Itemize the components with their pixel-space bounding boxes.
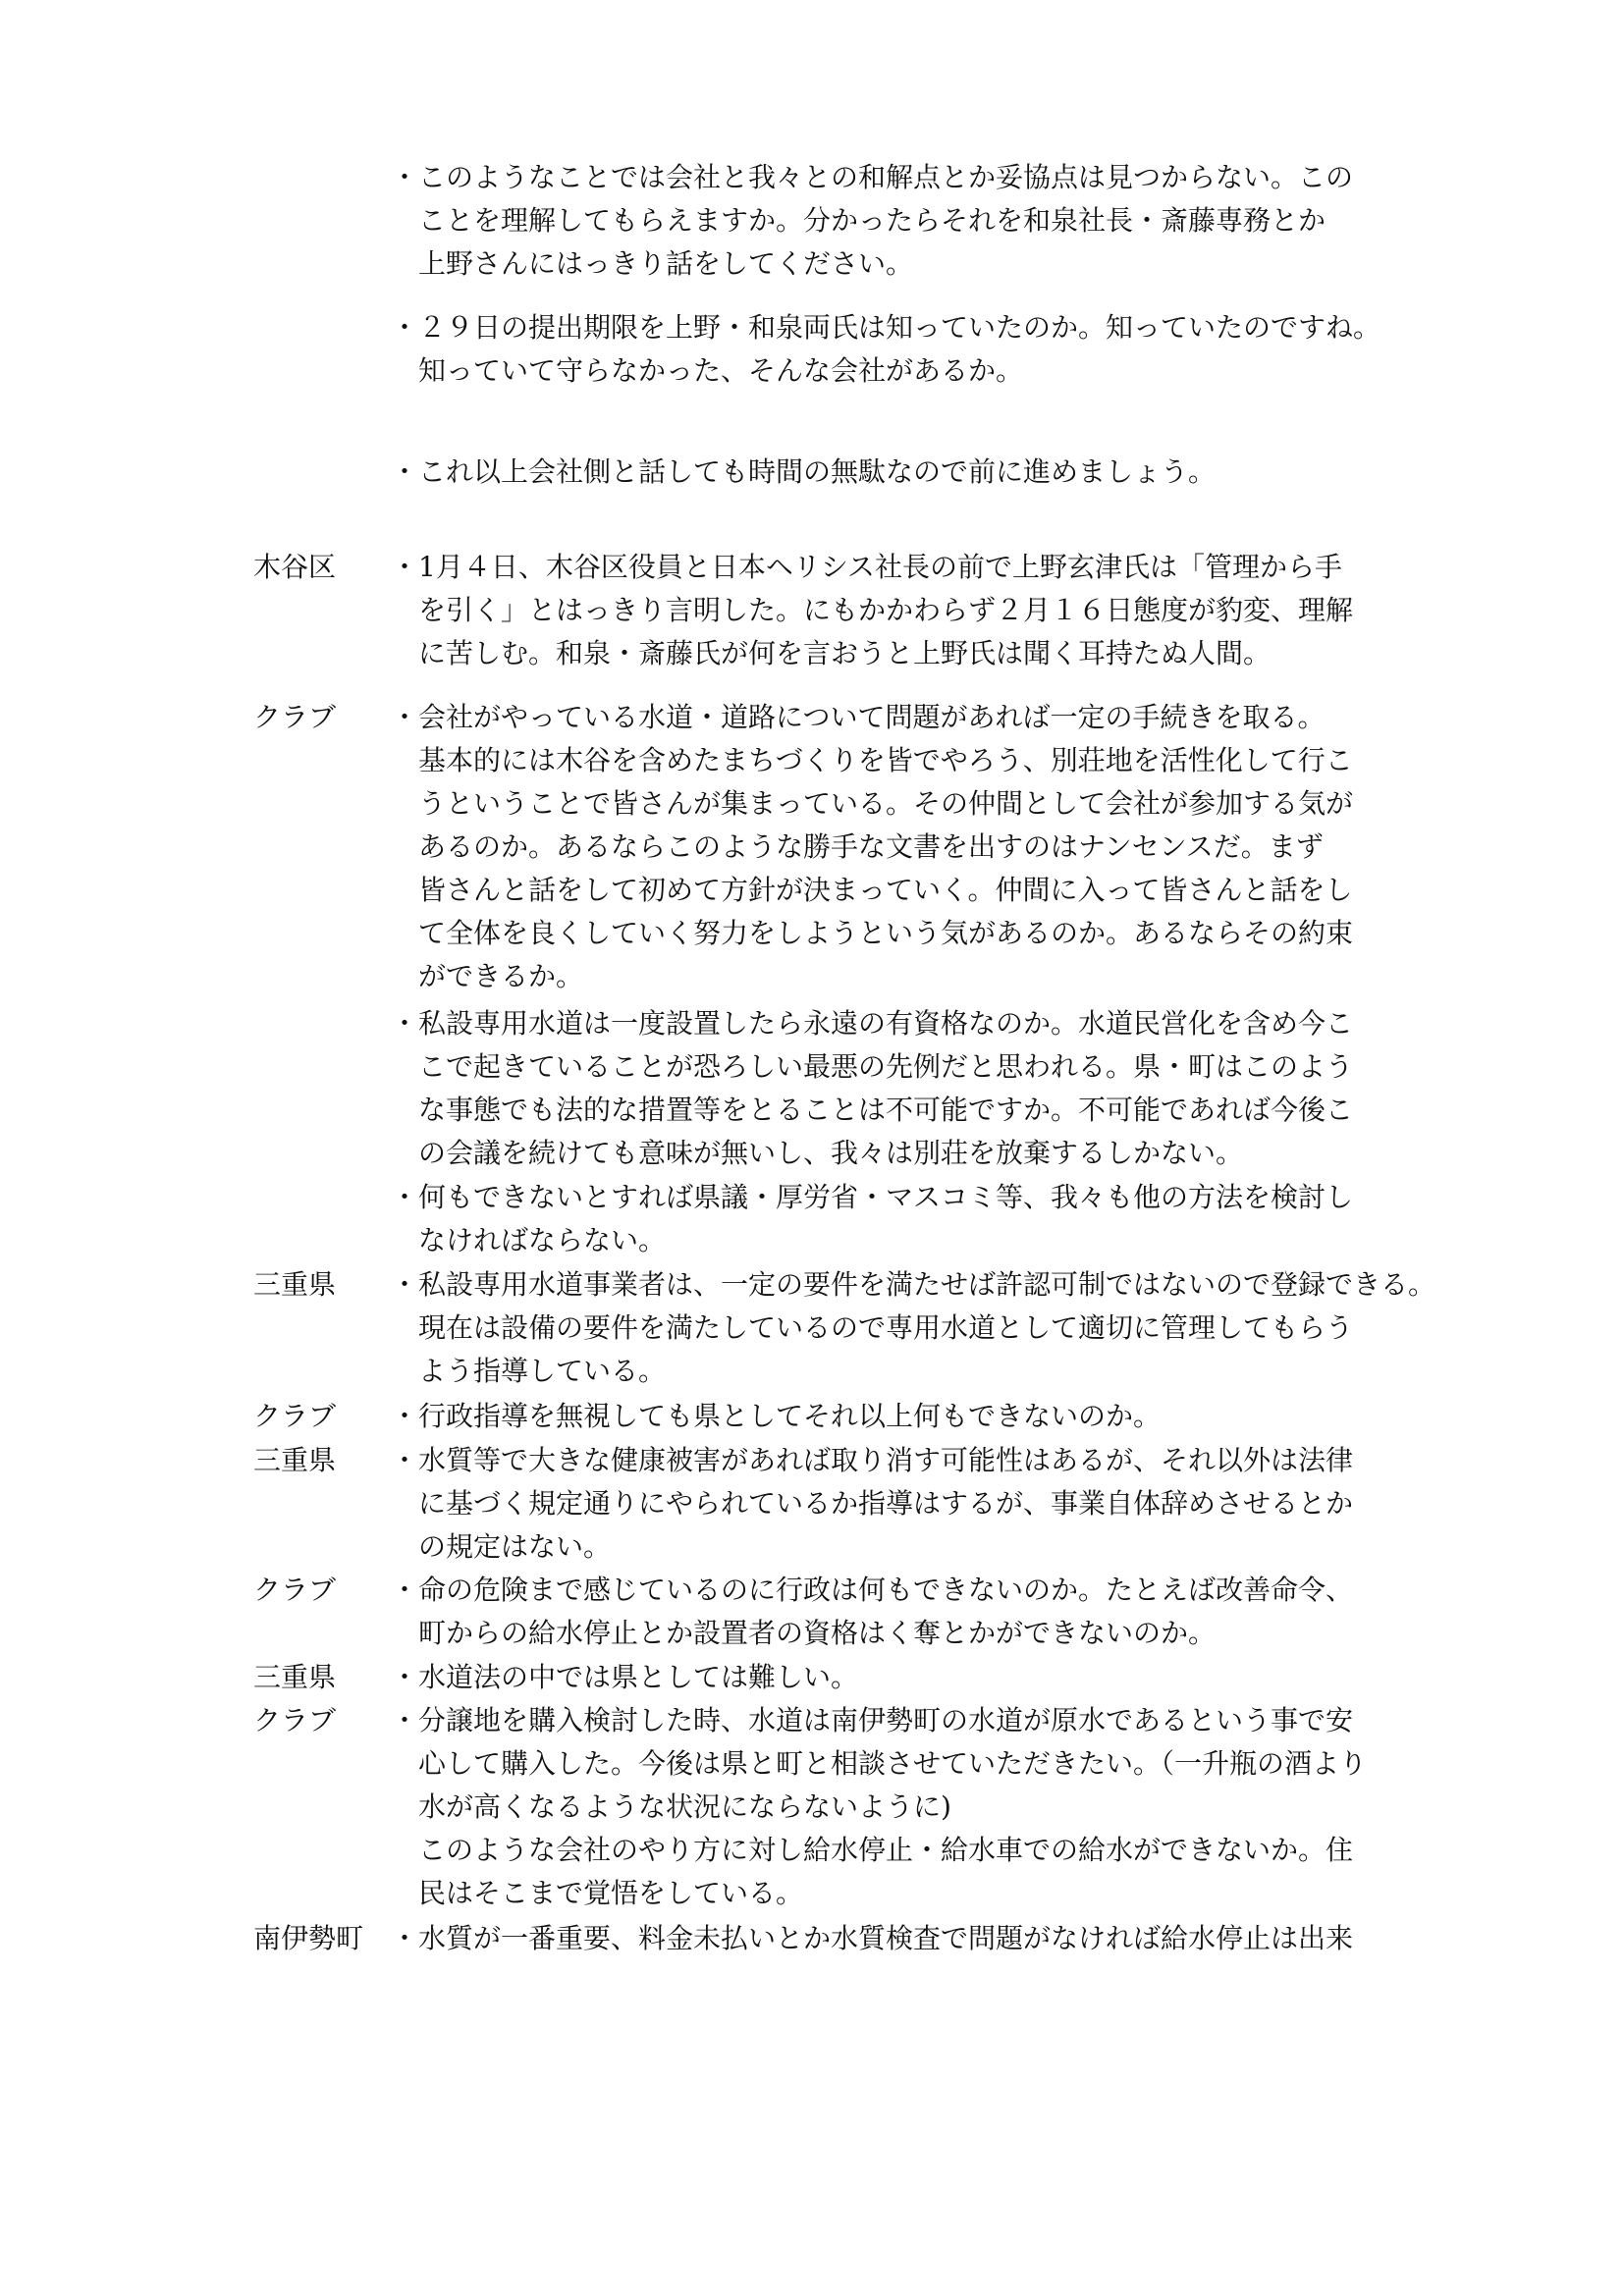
- statement-block: [253, 306, 1471, 393]
- statement-line: なければならない。: [418, 1224, 667, 1256]
- statement-line: 町からの給水停止とか設置者の資格はく奪とかができないのか。: [418, 1617, 1217, 1649]
- statement-line: ・水質等で大きな健康被害があれば取り消す可能性はあるが、それ以外は法律: [391, 1444, 1354, 1476]
- statement-block: [253, 1439, 1471, 1569]
- statement-line: 皆さんと話をして初めて方針が決まっていく。仲間に入って皆さんと話をし: [418, 874, 1353, 906]
- statement-line: な事態でも法的な措置等をとることは不可能ですか。不可能であれば今後こ: [418, 1094, 1354, 1126]
- speaker-label: 三重県: [253, 1268, 337, 1301]
- statement-block: [253, 451, 1471, 494]
- statement-line: ことを理解してもらえますか。分かったらそれを和泉社長・斎藤専務とか: [418, 204, 1326, 237]
- speaker-label: 木谷区: [253, 551, 337, 583]
- statement-line: て全体を良くしていく努力をしようという気があるのか。あるならその約束: [418, 917, 1354, 949]
- statement-block: [253, 1176, 1471, 1262]
- statement-line: の規定はない。: [418, 1530, 612, 1563]
- statement-block: [253, 1656, 1471, 1699]
- statement-line: ・水道法の中では県としては難しい。: [391, 1661, 859, 1693]
- statement-line: ・このようなことでは会社と我々との和解点とか妥協点は見つからない。この: [391, 161, 1354, 193]
- statement-line: あるのか。あるならこのような勝手な文書を出すのはナンセンスだ。まず: [418, 830, 1324, 863]
- speaker-label: クラブ: [253, 1704, 337, 1736]
- statement-line: 水が高くなるような状況にならないように): [418, 1790, 951, 1823]
- statement-block: [253, 1395, 1471, 1438]
- statement-line: に基づく規定通りにやられているか指導はするが、事業自体辞めさせるとか: [418, 1487, 1354, 1520]
- statement-block: [253, 1569, 1471, 1655]
- statement-line: よう指導している。: [418, 1355, 667, 1387]
- statement-line: 上野さんにはっきり話をしてください。: [418, 247, 914, 280]
- speaker-label: 三重県: [253, 1444, 337, 1476]
- statement-line: 心して購入した。今後は県と町と相談させていただきたい。（一升瓶の酒より: [418, 1747, 1368, 1780]
- statement-line: ・私設専用水道事業者は、一定の要件を満たせば許認可制ではないので登録できる。: [391, 1268, 1436, 1301]
- statement-line: 現在は設備の要件を満たしているので専用水道として適切に管理してもらう: [418, 1311, 1354, 1344]
- statement-line: ・行政指導を無視しても県としてそれ以上何もできないのか。: [391, 1400, 1162, 1432]
- statement-line: ・２９日の提出期限を上野・和泉両氏は知っていたのか。知っていたのですね。: [391, 311, 1381, 344]
- statement-block: [253, 1917, 1471, 1960]
- statement-line: の会議を続けても意味が無いし、我々は別荘を放棄するしかない。: [418, 1137, 1244, 1169]
- speaker-label: 三重県: [253, 1661, 337, 1693]
- statement-line: ができるか。: [418, 960, 584, 992]
- statement-line: に苦しむ。和泉・斎藤氏が何を言おうと上野氏は聞く耳持たぬ人間。: [418, 637, 1272, 669]
- statement-line: 基本的には木谷を含めたまちづくりを皆でやろう、別荘地を活性化して行こ: [418, 744, 1353, 776]
- statement-block: [253, 696, 1471, 998]
- statement-block: [253, 156, 1471, 286]
- statement-line: を引く」とはっきり言明した。にもかかわらず２月１６日態度が豹変、理解: [418, 594, 1354, 626]
- speaker-label: クラブ: [253, 1574, 337, 1606]
- statement-line: 民はそこまで覚悟をしている。: [418, 1877, 804, 1909]
- statement-line: ・1月４日、木谷区役員と日本ヘリシス社長の前で上野玄津氏は「管理から手: [391, 551, 1342, 583]
- statement-line: ・命の危険まで感じているのに行政は何もできないのか。たとえば改善命令、: [391, 1574, 1354, 1606]
- speaker-label: クラブ: [253, 701, 337, 733]
- statement-line: 知っていて守らなかった、そんな会社があるか。: [418, 354, 1024, 387]
- statement-line: ・会社がやっている水道・道路について問題があれば一定の手続きを取る。: [391, 701, 1326, 733]
- statement-block: [253, 1002, 1471, 1175]
- statement-block: [253, 546, 1471, 675]
- statement-line: ・水質が一番重要、料金未払いとか水質検査で問題がなければ給水停止は出来: [391, 1922, 1354, 1954]
- speaker-label: 南伊勢町: [253, 1922, 364, 1954]
- statement-line: ・分譲地を購入検討した時、水道は南伊勢町の水道が原水であるという事で安: [391, 1704, 1354, 1736]
- speaker-label: クラブ: [253, 1400, 337, 1432]
- statement-line: ・何もできないとすれば県議・厚労省・マスコミ等、我々も他の方法を検討し: [391, 1181, 1354, 1213]
- statement-line: ・これ以上会社側と話しても時間の無駄なので前に進めましょう。: [391, 455, 1217, 488]
- statement-block: [253, 1699, 1471, 1915]
- statement-line: うということで皆さんが集まっている。その仲間として会社が参加する気が: [418, 787, 1354, 820]
- statement-line: ・私設専用水道は一度設置したら永遠の有資格なのか。水道民営化を含め今こ: [391, 1007, 1354, 1040]
- statement-block: [253, 1263, 1471, 1393]
- statement-line: こで起きていることが恐ろしい最悪の先例だと思われる。県・町はこのよう: [418, 1050, 1354, 1083]
- statement-line: このような会社のやり方に対し給水停止・給水車での給水ができないか。住: [418, 1834, 1354, 1866]
